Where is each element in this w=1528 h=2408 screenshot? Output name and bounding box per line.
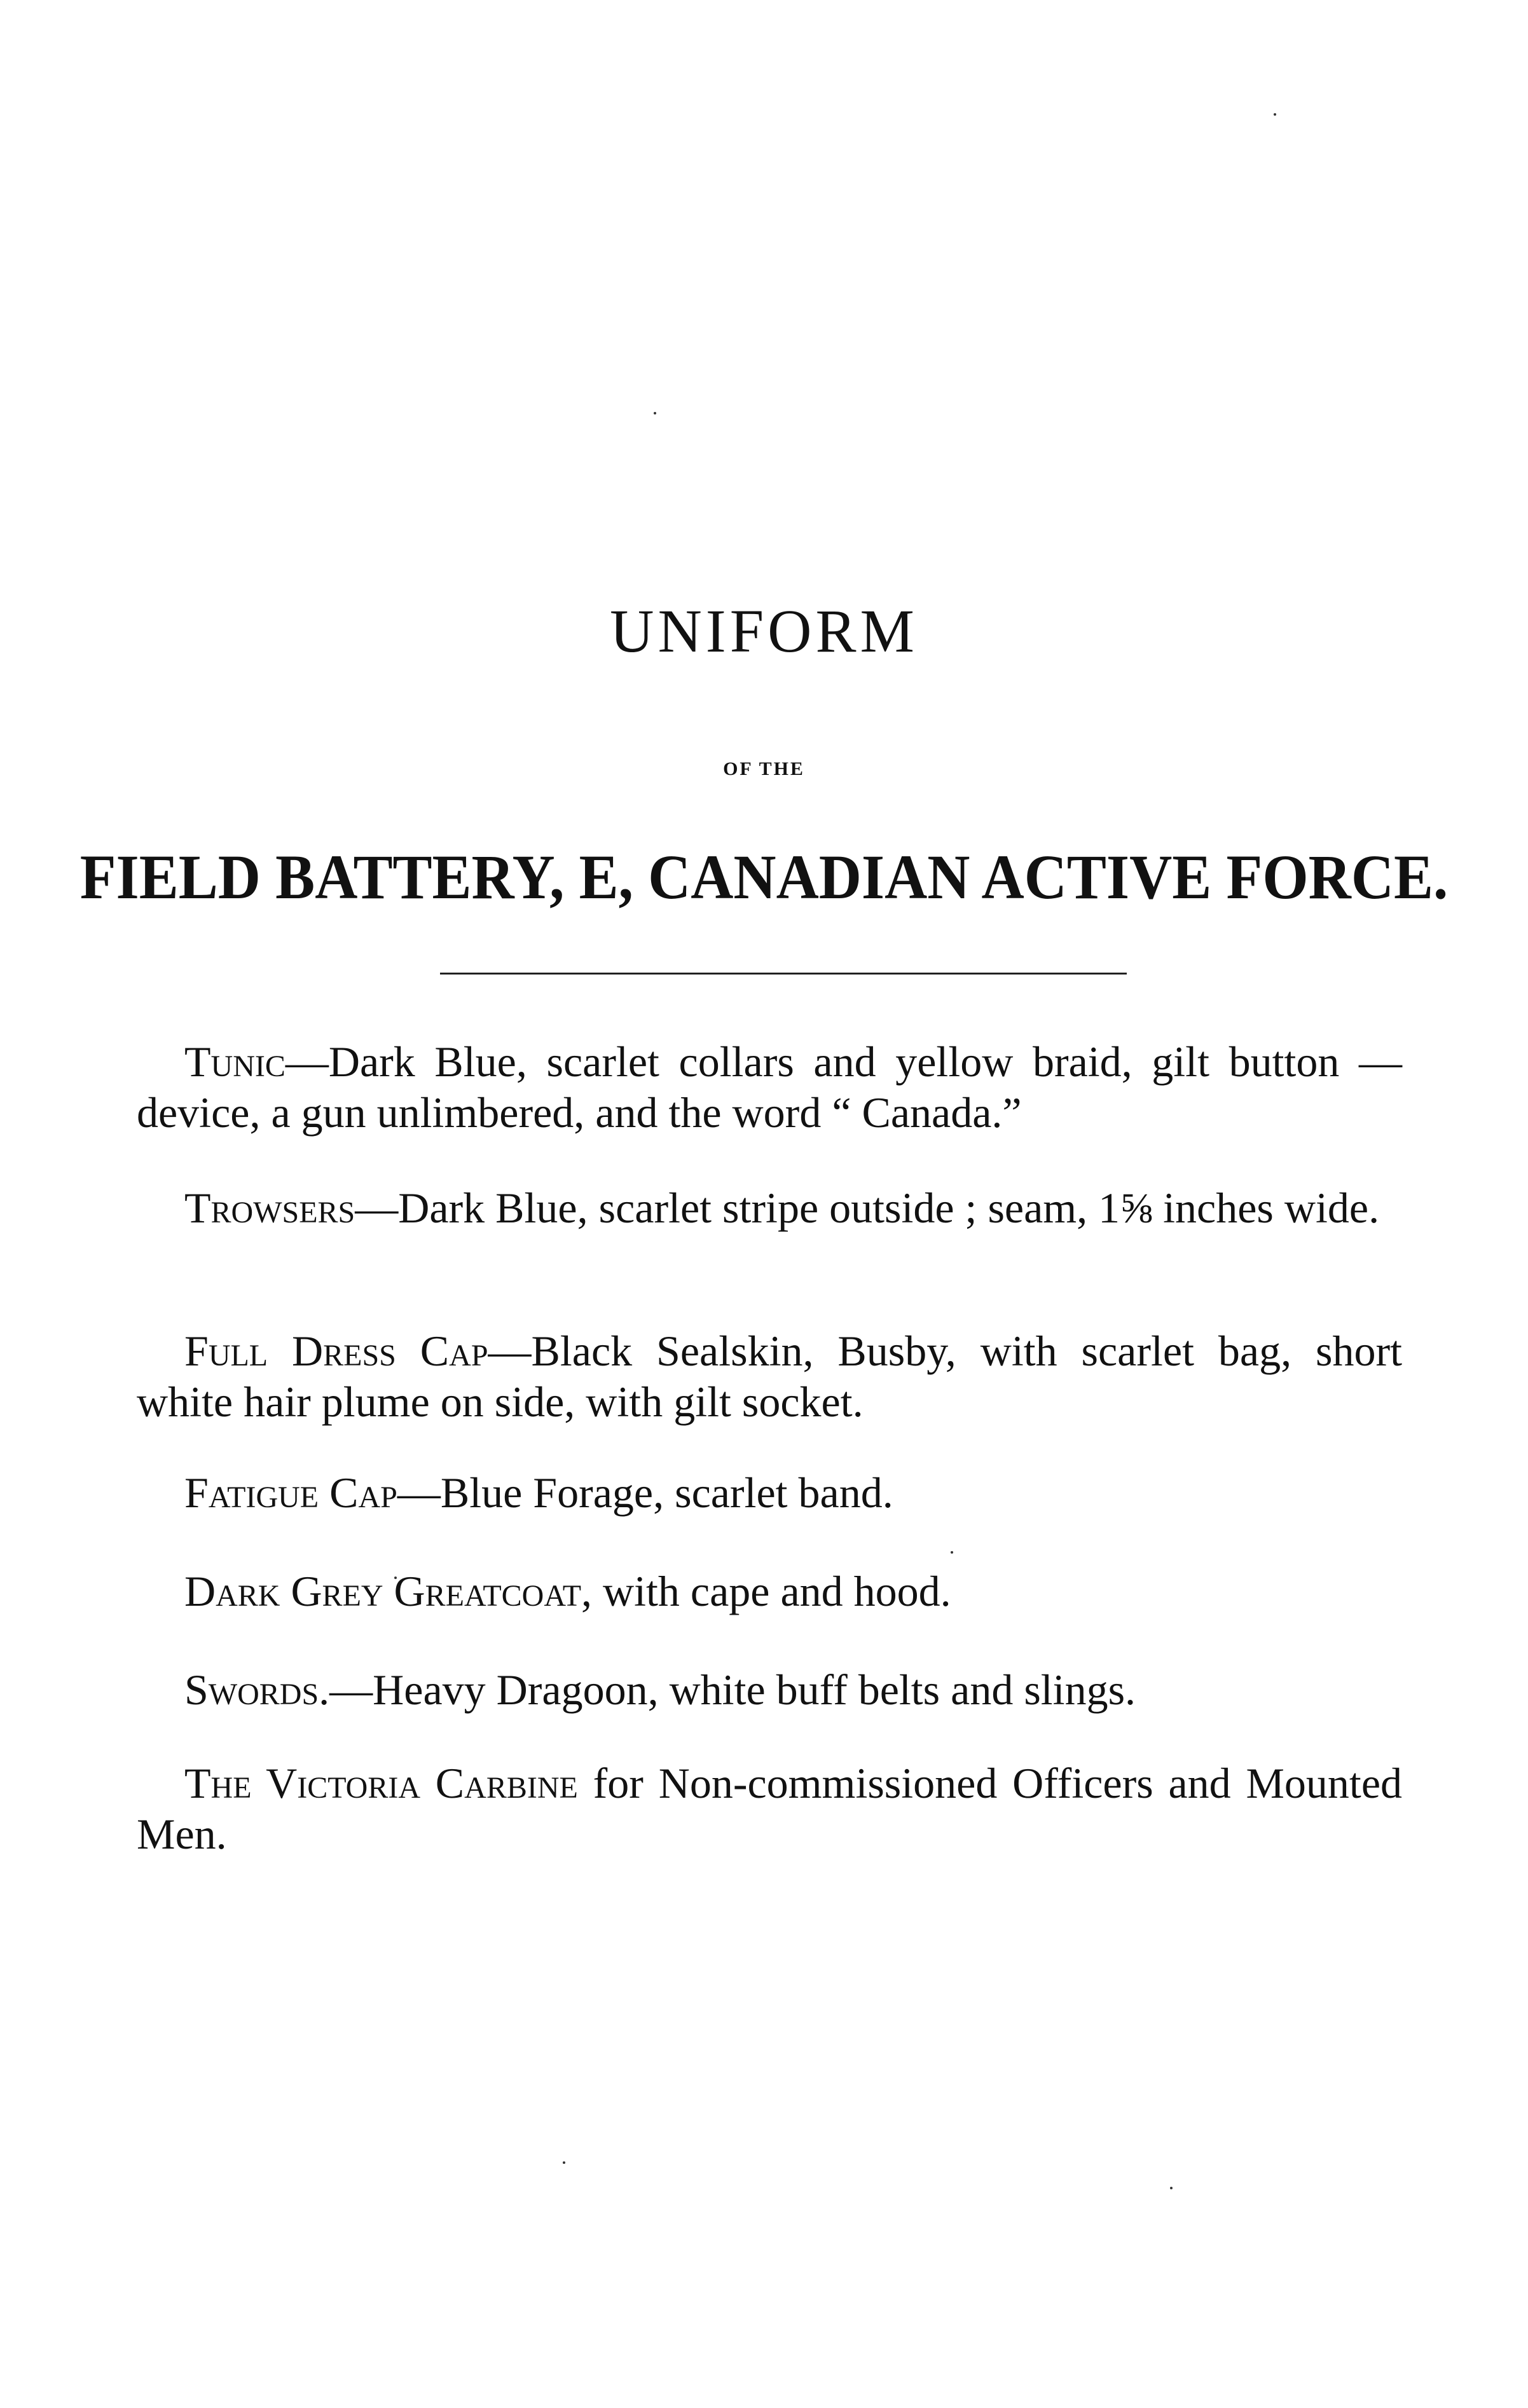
- uniform-entry-fatigue-cap: [137, 1467, 1402, 1518]
- entry-heading: The Victoria Carbine: [184, 1759, 578, 1807]
- entry-heading: Trowsers: [184, 1184, 355, 1232]
- uniform-entry-carbine: [137, 1758, 1402, 1859]
- entry-text: , with cape and hood.: [581, 1567, 951, 1615]
- entry-heading: Tunic: [184, 1037, 286, 1086]
- title-connector: OF THE: [723, 758, 805, 779]
- title-divider: [440, 973, 1127, 975]
- paper-speck: [563, 2161, 565, 2164]
- paper-speck: [1170, 2187, 1173, 2189]
- paper-speck: [1274, 113, 1276, 116]
- entry-text: —Blue Forage, scarlet band.: [397, 1468, 893, 1517]
- paper-speck: [654, 412, 656, 414]
- entry-heading: Dark Grey Greatcoat: [184, 1567, 582, 1615]
- uniform-entry-trowsers: [137, 1182, 1402, 1233]
- page-subtitle: FIELD BATTERY, E, CANADIAN ACTIVE FORCE.: [79, 842, 1449, 912]
- entry-text: —Dark Blue, scarlet collars and yellow braid, gilt button —device, a gun unlimbered, and the word “ Canada.”: [137, 1037, 1402, 1137]
- entry-heading: Fatigue Cap: [184, 1468, 397, 1517]
- entry-heading: Swords.: [184, 1666, 330, 1714]
- page-title: UNIFORM: [610, 597, 918, 665]
- paper-speck: [951, 1551, 953, 1554]
- entry-text: —Heavy Dragoon, white buff belts and slings.: [329, 1666, 1136, 1714]
- uniform-entry-tunic: [137, 1036, 1402, 1138]
- entry-text: —Black Sealskin, Busby, with scarlet bag, short white hair plume on side, with gilt socket.: [137, 1327, 1402, 1426]
- uniform-entry-greatcoat: [137, 1566, 1402, 1617]
- entry-text: —Dark Blue, scarlet stripe outside ; seam, 1⅝ inches wide.: [355, 1184, 1380, 1232]
- uniform-entry-swords: [137, 1664, 1402, 1715]
- entry-text: for Non-commissioned Officers and Mounted Men.: [137, 1759, 1403, 1858]
- entry-heading: Full Dress Cap: [184, 1327, 488, 1375]
- uniform-entry-full-dress-cap: [137, 1325, 1402, 1427]
